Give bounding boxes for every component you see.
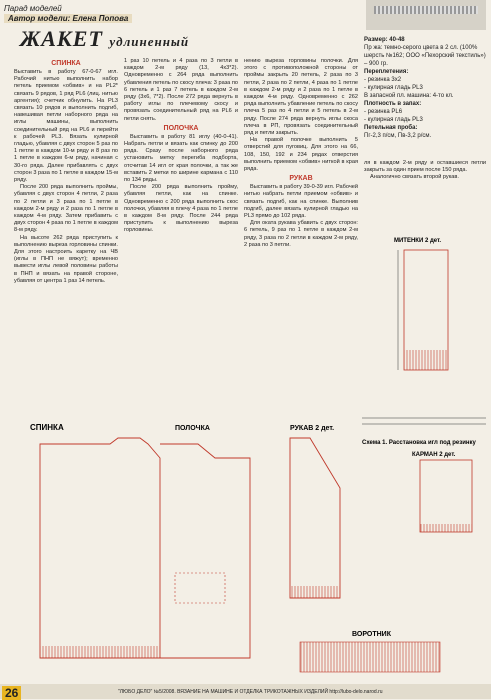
sleeve-outline	[290, 438, 340, 598]
back-text-1: Выставить в работу 67-0-67 игл. Рабочий нитью выполнить набор петель приемом «обвив» и на PL2* связать 9 рядов, 1 ряд PL6 (лиц. нитью аргентия); счетчик обнулить. На PL3 связать 10 рядов и выполнить подгиб, навешивая петли наборного ряда на иглы машины, выполнить соединительный ряд на PL6 и перейти к рабочей PL3. Вязать кулирной гладью, убавляя с двух сторон 5 раз по 1 петле в каждом 10-м ряду и 8 раз по 1 петле в каждом 6-м ряду, начиная с 30-го ряда. Далее прибавлять с двух сторон 3 раза по 1 петле в каждом 15-м ряду.	[14, 69, 118, 184]
collar-outline	[300, 642, 440, 672]
front-heading: ПОЛОЧКА	[163, 124, 199, 132]
back-outline	[40, 438, 160, 658]
front-text-4: На правой полочке выполнить 5 отверстий для пуговиц. Для этого на 66, 108, 150, 192 и 234 рядах отверстия выполнить приемом «обвив» ниткой в края ряда.	[244, 137, 358, 173]
mittens-diagram	[364, 232, 486, 392]
column-2	[124, 58, 238, 235]
column-3	[244, 58, 358, 249]
info-box	[364, 36, 486, 140]
yarn-text: Пр жа: темно-серого цвета в 2 сл. (100% шерсть №162; ООО «Пехорский текстиль») – 900 гр.	[364, 45, 486, 67]
back-diagram-label: СПИНКА	[30, 423, 64, 432]
size-label: Размер: 40-48	[364, 37, 405, 43]
pattern-diagrams	[0, 398, 491, 684]
front-text-3: нению выреза горловины полочки. Для этого с противоположной стороны от проймы закрыть 20 петель, 2 раза по 3 петли, 2 раза по 2 петли, 4 раза по 1 петле в каждом 2-м ряду и 2 раза по 1 петле в каждом 4-м ряду. Одновременно с 262 ряда выполнить убавление петель по скосу плеча 5 раз по 4 петли и 5 петель в 2-м ряду. После 274 ряда вернуть иглы скоса плеча в РП, провязать соединительный ряд и петли закрыть.	[244, 58, 358, 137]
probe-title: Петельная проба:	[364, 125, 418, 131]
pocket-rib	[420, 524, 472, 532]
front-outline	[160, 444, 250, 658]
author-label: Автор модели: Елена Попова	[4, 14, 132, 23]
mittens-label: МИТЕНКИ 2 дет.	[394, 238, 442, 244]
front-diagram-label: ПОЛОЧКА	[175, 425, 210, 432]
pocket-mark	[175, 573, 225, 603]
column-4	[364, 160, 486, 182]
sleeve-text-3: ля в каждом 2-м ряду и оставшиеся петли закрыть за один прием после 150 ряда.	[364, 160, 486, 174]
back-text-3: На высоте 262 ряда приступить к выполнению выреза горловины спинки. Для этого настроить каретку на ЧВ (иглы в ПНП не вяжут); временно вывести иглы левой половины работы в ПНП и вязать на правой стороне, убавляя от центра 1 раз 14 петель.	[14, 234, 118, 284]
sleeve-text-1: Выставить в работу 39-0-39 игл. Рабочей нитью набрать петли приемом «обвив» и связать подгиб, как на спинке. Выполнив подгиб, далее вязать кулирной гладью на PL3 прямо до 102 ряда.	[244, 184, 358, 220]
weave-2: - кулирная гладь PL3	[364, 85, 423, 91]
density-1: - резинка PL6	[364, 109, 403, 115]
footer-text: "ЛЮБО ДЕЛО" №5/2008. ВЯЗАНИЕ НА МАШИНЕ И ОТДЕЛКА ТРИКОТАЖНЫХ ИЗДЕЛИЙ http://lubo-delo.narod.ru	[118, 689, 383, 695]
section-header: Парад моделей	[4, 4, 62, 13]
sleeve-hem	[290, 586, 340, 598]
collar-diagram-label: ВОРОТНИК	[352, 631, 391, 638]
back-hem	[40, 646, 160, 658]
title-sub: удлиненный	[109, 34, 190, 49]
pocket-outline	[420, 460, 472, 532]
page-title	[20, 26, 189, 52]
front-text-1: Выставить в работу 81 иглу (40-0-41). Набрать петли и вязать как спинку до 200 ряда. Сразу после наборного ряда установить метку перегиба подборта, отсчитав 14 игл от края полочки, а так же вставить 2 метки по ширине кармана с 110 по 134 ряды.	[124, 133, 238, 184]
machine-text: В запасной пл. машина: 4-то кл.	[364, 93, 454, 99]
page-number: 26	[2, 686, 21, 700]
sleeve-text-2: Для оката рукава убавить с двух сторон: 6 петель, 9 раз по 1 петле в каждом 2-м ряду, 3 раза по 2 петли в каждом 2-м ряду, 2 раза по 3 петли.	[244, 220, 358, 248]
scheme-label: Схема 1. Расстановка игл под резинку	[362, 440, 476, 446]
mitten-rib	[404, 350, 448, 370]
title-main: ЖАКЕТ	[20, 26, 103, 51]
knitting-machine-image	[366, 0, 486, 30]
pocket-diagram-label: КАРМАН 2 дет.	[412, 452, 456, 458]
front-text-2: После 200 ряда выполнить пройму, убавляя петли, как на спинке. Одновременно с 200 ряда выполнить скос полочки, убавляя в плечу 4 раза по 1 петле в каждом 8-м ряду. После 244 ряда приступить к выполнению выреза горловины.	[124, 184, 238, 234]
column-1	[14, 58, 118, 285]
density-2: - кулирная гладь PL3	[364, 117, 423, 123]
back-text-4: 1 раз 10 петель и 4 раза по 3 петли в каждом 2-м ряду (13, 4х3*2). Одновременно с 264 ряда выполнить убавления петель по скосу плеча: 3 раза по 6 петель и 1 раз 7 петель в каждом 2-м ряду (3х6, 7*2). После 272 ряда вернуть в работу иглы по плечевому скосу и провязать соединительный ряд на PL6 и петли снять.	[124, 58, 238, 122]
sleeve-heading: РУКАВ	[289, 175, 313, 183]
needle-scheme	[362, 418, 486, 424]
back-heading: СПИНКА	[51, 60, 81, 67]
density-title: Плотность в запах:	[364, 101, 422, 107]
probe-text: Пг-2,3 п/см, Пв-3,2 р/см.	[364, 133, 432, 139]
weave-1: - резинка 3х2	[364, 77, 402, 83]
sleeve-diagram-label: РУКАВ 2 дет.	[290, 425, 335, 432]
weaves-title: Переплетения:	[364, 69, 409, 75]
sleeve-text-4: Аналогично связать второй рукав.	[370, 174, 459, 181]
back-text-2: После 200 ряда выполнить проймы, убавляя с двух сторон 4 петли, 2 раза по 2 петли и 3 раза по 1 петле в каждом 2-м ряду и 2 раза по 1 петле в каждом 4-м ряду. Затем прибавить с двух сторон 4 раза по 1 петле в каждом 8-м ряду.	[14, 184, 118, 234]
